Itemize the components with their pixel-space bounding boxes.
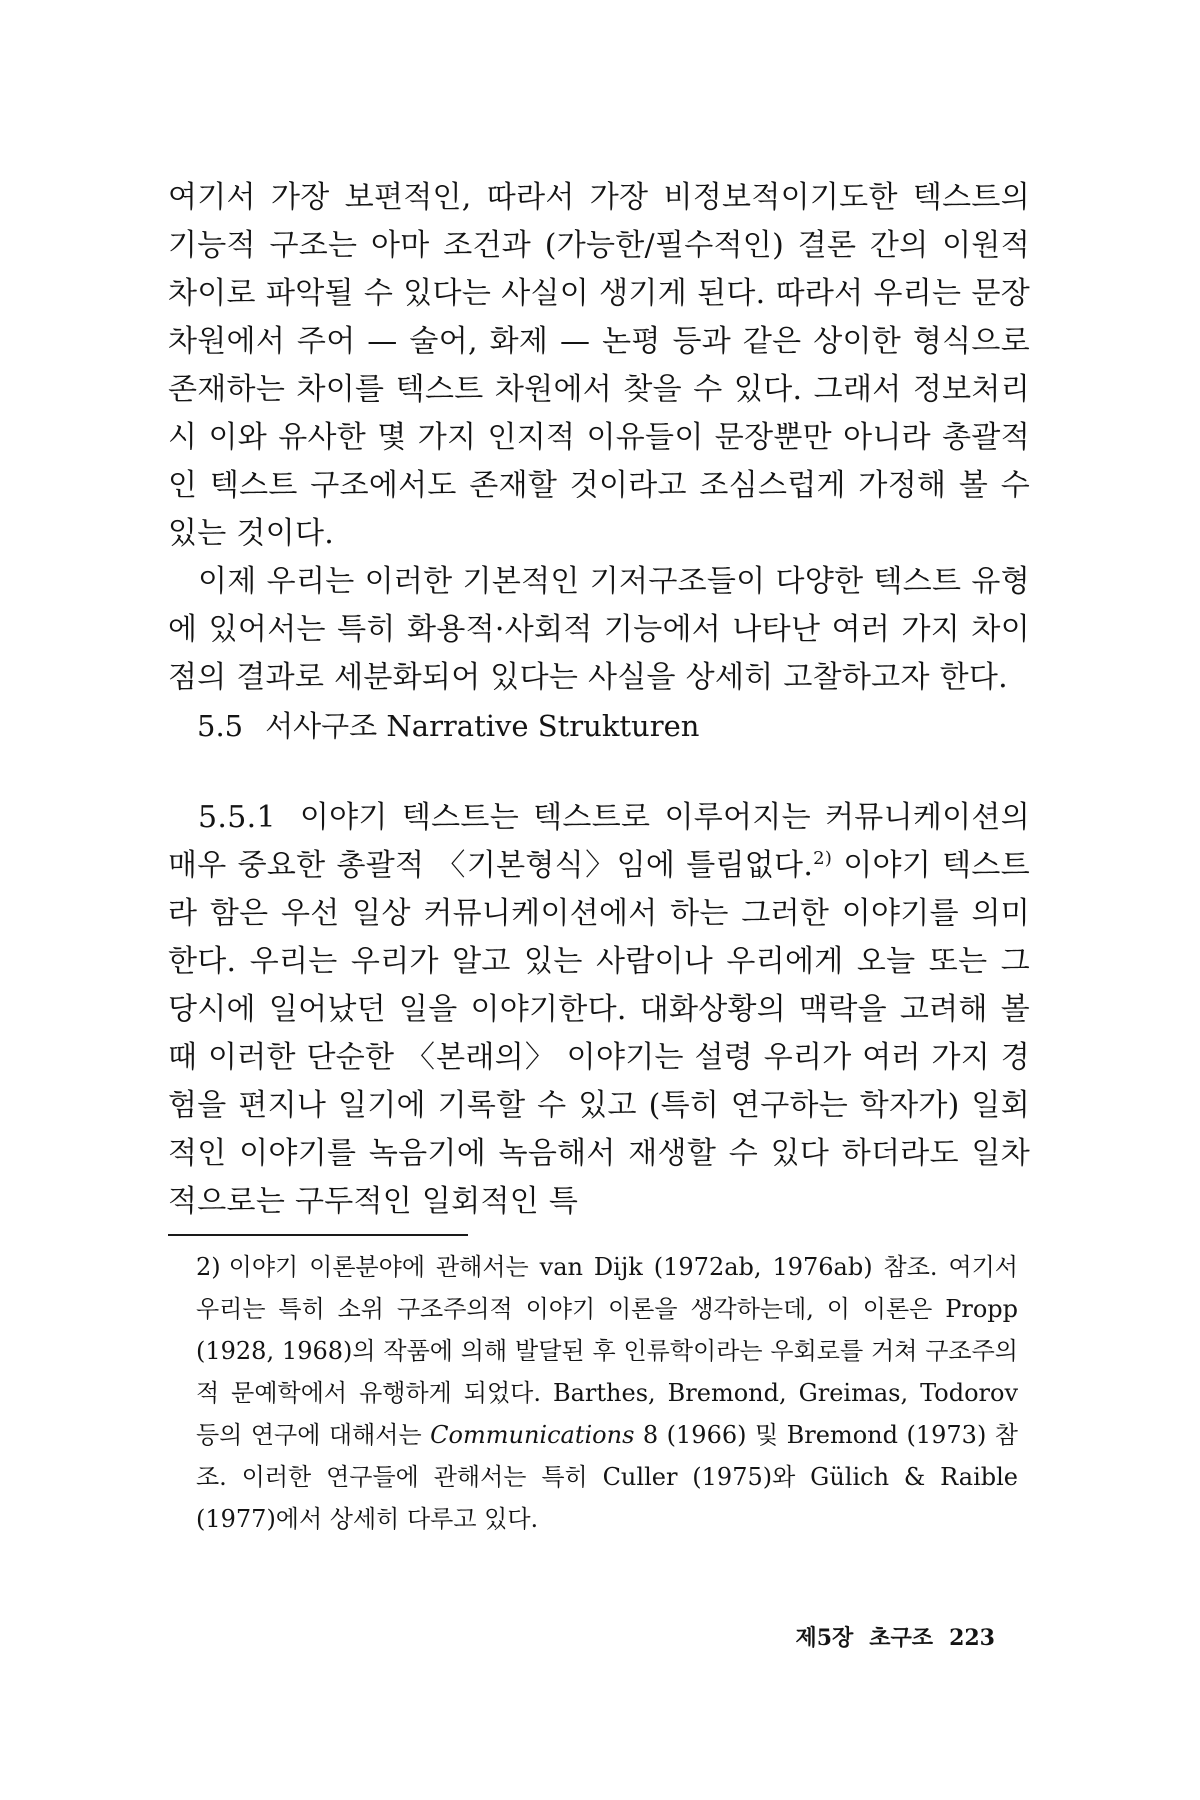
body-paragraph: 여기서 가장 보편적인, 따라서 가장 비정보적이기도한 텍스트의 기능적 구조는 아마 조건과 (가능한/필수적인) 결론 간의 이원적 차이로 파악될 수 있다는 사실이 생기게 된다. 따라서 우리는 문장 차원에서 주어 — 술어, 화제 — 논평 등과 같은 상이한 형식으로 존재하는 차이를 텍스트 차원에서 찾을 수 있다. 그래서 정보처리시 이와 유사한 몇 가지 인지적 이유들이 문장뿐만 아니라 총괄적인 텍스트 구조에서도 존재할 것이라고 조심스럽게 가정해 볼 수 있는 것이다. <box>168 180 1030 551</box>
section-heading <box>197 706 699 746</box>
chapter-title: 초구조 <box>869 1625 934 1651</box>
footnote <box>196 1246 1018 1540</box>
body-paragraph: 이제 우리는 이러한 기본적인 기저구조들이 다양한 텍스트 유형에 있어서는 특히 화용적·사회적 기능에서 나타난 여러 가지 차이점의 결과로 세분화되어 있다는 사실을 상세히 고찰하고자 한다. <box>168 564 1030 695</box>
page-footer <box>795 1621 995 1652</box>
subsection-text-part: 이야기 텍스트는 텍스트로 이루어지는 커뮤니케이션의 매우 중요한 총괄적 〈기본형식〉임에 틀림없다. <box>168 800 1030 883</box>
subsection-paragraph <box>168 794 1030 1226</box>
footnote-text-part: 이야기 이론분야에 관해서는 van Dijk (1972ab, 1976ab) 참조. 여기서 우리는 특히 소위 구조주의적 이야기 이론을 생각하는데, 이 이론은 Propp (1928, 1968)의 작품에 의해 발달된 후 인류학이라는 우회로를 거쳐 구조주의적 문예학에서 유행하게 되었다. Barthes, Bremond, Greimas, Todorov 등의 연구에 대해서는 <box>196 1253 1018 1449</box>
footnote-text-part: 8 (1966) 및 Bremond (1973) 참조. 이러한 연구들에 관해서는 특히 Culler (1975)와 Gülich & Raible (1977)에서 상세히 다루고 있다. <box>196 1421 1018 1533</box>
subsection-number: 5.5.1 <box>198 800 276 835</box>
footnote-reference[interactable]: 2) <box>813 848 833 869</box>
footnote-divider <box>168 1234 468 1236</box>
footnote-italic-title: Communications <box>430 1421 635 1449</box>
section-number: 5.5 <box>197 709 244 743</box>
footnote-marker: 2) <box>196 1253 221 1281</box>
main-text-block <box>168 174 1030 702</box>
subsection-text-block <box>168 794 1030 1226</box>
chapter-label: 제5장 <box>795 1625 854 1651</box>
page-number: 223 <box>949 1625 995 1651</box>
subsection-text-part: 이야기 텍스트라 함은 우선 일상 커뮤니케이션에서 하는 그러한 이야기를 의미한다. 우리는 우리가 알고 있는 사람이나 우리에게 오늘 또는 그 당시에 일어났던 일을 이야기한다. 대화상황의 맥락을 고려해 볼 때 이러한 단순한 〈본래의〉 이야기는 설령 우리가 여러 가지 경험을 편지나 일기에 기록할 수 있고 (특히 연구하는 학자가) 일회적인 이야기를 녹음기에 녹음해서 재생할 수 있다 하더라도 일차적으로는 구두적인 일회적인 특 <box>168 848 1030 1219</box>
section-title: 서사구조 Narrative Strukturen <box>265 709 700 743</box>
